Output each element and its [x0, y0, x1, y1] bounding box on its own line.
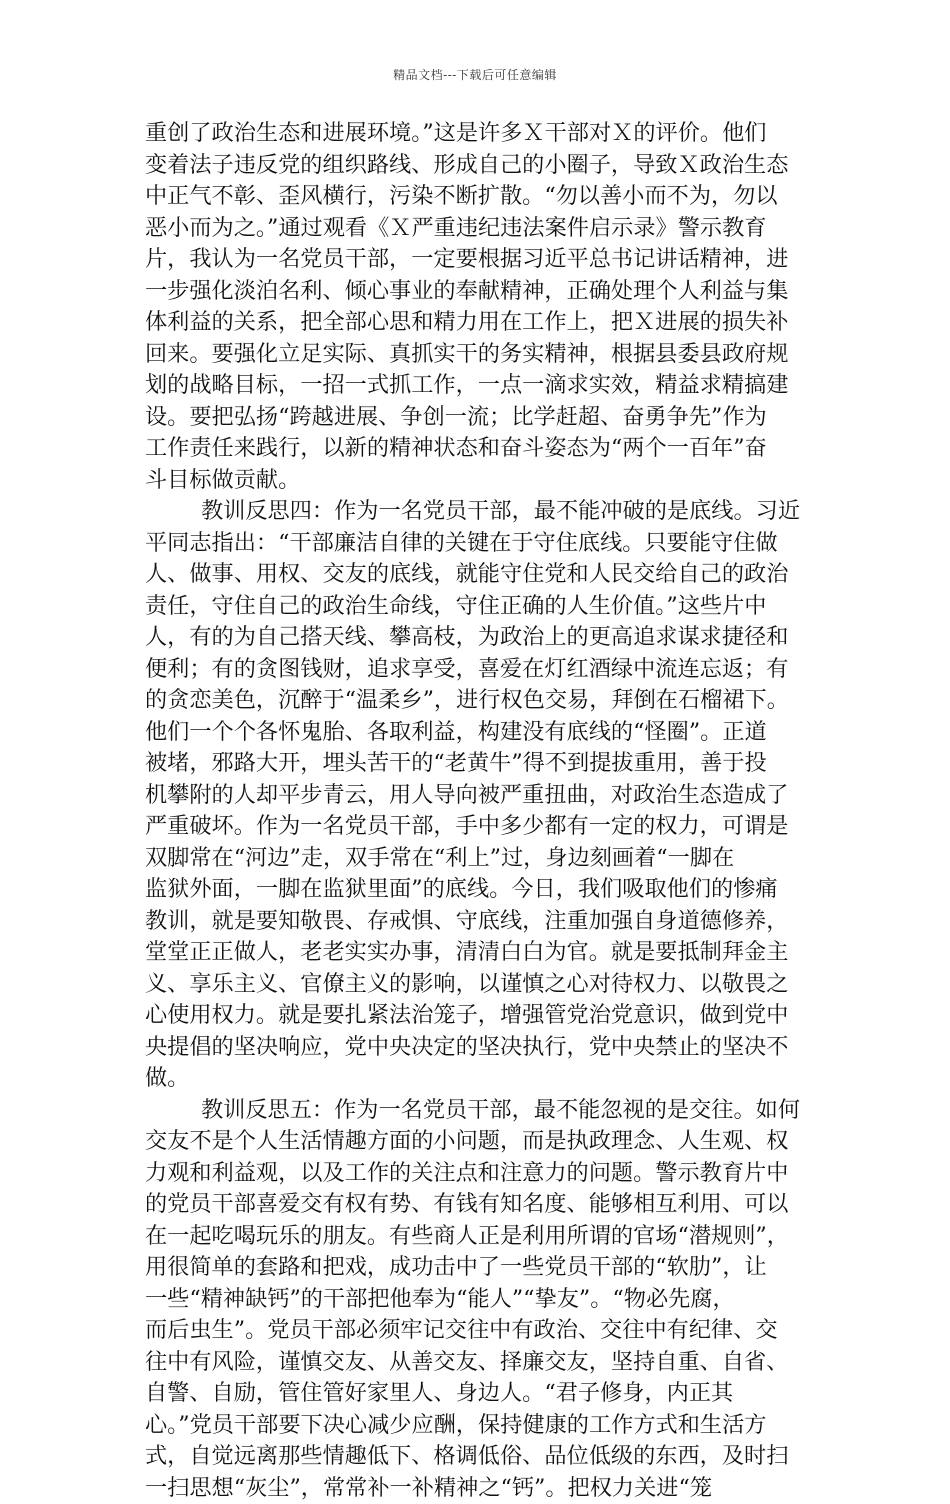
text-line: 自警、自励，管住管好家里人、身边人。“君子修身，内正其	[145, 1378, 809, 1410]
text-line: 心。”党员干部要下决心减少应酬，保持健康的工作方式和生活方	[145, 1410, 809, 1442]
text-line: 堂堂正正做人，老老实实办事，清清白白为官。就是要抵制拜金主	[145, 937, 809, 969]
text-line: 中正气不彰、歪风横行，污染不断扩散。“勿以善小而不为，勿以	[145, 181, 809, 213]
text-line: 做。	[145, 1063, 809, 1095]
text-line: 力观和利益观，以及工作的关注点和注意力的问题。警示教育片中	[145, 1158, 809, 1190]
text-line: 往中有风险，谨慎交友、从善交友、择廉交友，坚持自重、自省、	[145, 1347, 809, 1379]
paragraph-first-line: 教训反思五：作为一名党员干部，最不能忽视的是交往。如何	[145, 1095, 809, 1127]
text-line: 责任，守住自己的政治生命线，守住正确的人生价值。”这些片中	[145, 591, 809, 623]
text-line: 重创了政治生态和进展环境。”这是许多Ｘ干部对Ｘ的评价。他们	[145, 118, 809, 150]
text-line: 教训，就是要知敬畏、存戒惧、守底线，注重加强自身道德修养，	[145, 906, 809, 938]
text-line: 设。要把弘扬“跨越进展、争创一流；比学赶超、奋勇争先”作为	[145, 402, 809, 434]
text-line: 体利益的关系，把全部心思和精力用在工作上，把Ｘ进展的损失补	[145, 307, 809, 339]
text-line: 心使用权力。就是要扎紧法治笼子，增强管党治党意识，做到党中	[145, 1000, 809, 1032]
text-line: 工作责任来践行，以新的精神状态和奋斗姿态为“两个一百年”奋	[145, 433, 809, 465]
text-line: 用很简单的套路和把戏，成功击中了一些党员干部的“软肋”，让	[145, 1252, 809, 1284]
text-line: 一扫思想“灰尘”，常常补一补精神之“钙”。把权力关进“笼	[145, 1473, 809, 1504]
text-line: 式，自觉远离那些情趣低下、格调低俗、品位低级的东西，及时扫	[145, 1441, 809, 1473]
text-line: 便利；有的贪图钱财，追求享受，喜爱在灯红酒绿中流连忘返；有	[145, 654, 809, 686]
text-line: 的贪恋美色，沉醉于“温柔乡”，进行权色交易，拜倒在石榴裙下。	[145, 685, 809, 717]
text-line: 义、享乐主义、官僚主义的影响，以谨慎之心对待权力、以敬畏之	[145, 969, 809, 1001]
text-line: 双脚常在“河边”走，双手常在“利上”过，身边刻画着“一脚在	[145, 843, 809, 875]
page-header: 精品文档---下载后可任意编辑	[0, 66, 950, 83]
text-line: 一步强化淡泊名利、倾心事业的奉献精神，正确处理个人利益与集	[145, 276, 809, 308]
text-line: 被堵，邪路大开，埋头苦干的“老黄牛”得不到提拔重用，善于投	[145, 748, 809, 780]
text-line: 平同志指出：“干部廉洁自律的关键在于守住底线。只要能守住做	[145, 528, 809, 560]
text-line: 变着法子违反党的组织路线、形成自己的小圈子，导致Ｘ政治生态	[145, 150, 809, 182]
text-line: 机攀附的人却平步青云，用人导向被严重扭曲，对政治生态造成了	[145, 780, 809, 812]
text-line: 交友不是个人生活情趣方面的小问题，而是执政理念、人生观、权	[145, 1126, 809, 1158]
text-line: 人，有的为自己搭天线、攀高枝，为政治上的更高追求谋求捷径和	[145, 622, 809, 654]
text-line: 恶小而为之。”通过观看《Ｘ严重违纪违法案件启示录》警示教育	[145, 213, 809, 245]
text-line: 在一起吃喝玩乐的朋友。有些商人正是利用所谓的官场“潜规则”，	[145, 1221, 809, 1253]
text-line: 央提倡的坚决响应，党中央决定的坚决执行，党中央禁止的坚决不	[145, 1032, 809, 1064]
paragraph-first-line: 教训反思四：作为一名党员干部，最不能冲破的是底线。习近	[145, 496, 809, 528]
text-line: 的党员干部喜爱交有权有势、有钱有知名度、能够相互利用、可以	[145, 1189, 809, 1221]
text-line: 严重破坏。作为一名党员干部，手中多少都有一定的权力，可谓是	[145, 811, 809, 843]
text-line: 他们一个个各怀鬼胎、各取利益，构建没有底线的“怪圈”。正道	[145, 717, 809, 749]
text-line: 而后虫生”。党员干部必须牢记交往中有政治、交往中有纪律、交	[145, 1315, 809, 1347]
text-line: 划的战略目标，一招一式抓工作，一点一滴求实效，精益求精搞建	[145, 370, 809, 402]
text-line: 一些“精神缺钙”的干部把他奉为“能人”“挚友”。“物必先腐，	[145, 1284, 809, 1316]
text-line: 监狱外面，一脚在监狱里面”的底线。今日，我们吸取他们的惨痛	[145, 874, 809, 906]
text-line: 人、做事、用权、交友的底线，就能守住党和人民交给自己的政治	[145, 559, 809, 591]
text-line: 片，我认为一名党员干部，一定要根据习近平总书记讲话精神，进	[145, 244, 809, 276]
text-line: 斗目标做贡献。	[145, 465, 809, 497]
document-body	[145, 118, 809, 1504]
text-line: 回来。要强化立足实际、真抓实干的务实精神，根据县委县政府规	[145, 339, 809, 371]
